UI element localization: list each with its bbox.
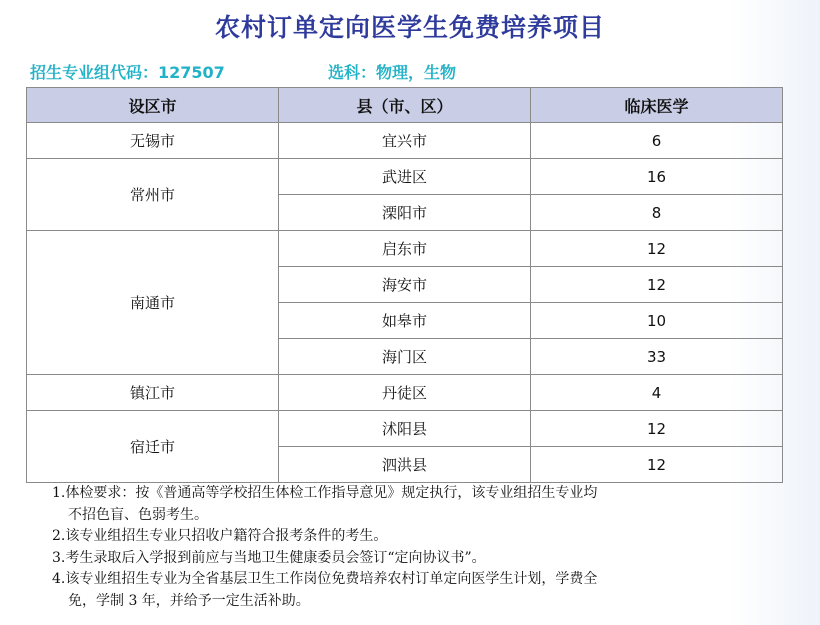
note-1-continued: 不招色盲、色弱考生。 (68, 506, 208, 523)
major-group-code: 招生专业组代码：127507 (30, 63, 225, 82)
note-4: 4.该专业组招生专业为全省基层卫生工作岗位免费培养农村订单定向医学生计划，学费全 (52, 571, 598, 587)
note-4-continued: 免，学制 3 年，并给予一定生活补助。 (68, 592, 310, 609)
county-cell: 海门区 (279, 339, 531, 375)
table-row (27, 123, 783, 159)
table-row (27, 231, 783, 267)
note-2: 2.该专业组招生专业只招收户籍符合报考条件的考生。 (52, 528, 388, 544)
count-cell: 6 (531, 123, 783, 159)
count-cell: 12 (531, 231, 783, 267)
note-3: 3.考生录取后入学报到前应与当地卫生健康委员会签订“定向协议书”。 (52, 549, 486, 566)
city-cell: 宿迁市 (27, 411, 279, 483)
note-1: 1.体检要求：按《普通高等学校招生体检工作指导意见》规定执行，该专业组招生专业均 (52, 485, 598, 501)
city-cell: 无锡市 (27, 123, 279, 159)
table-header-row (27, 88, 783, 123)
city-cell: 常州市 (27, 159, 279, 231)
count-cell: 8 (531, 195, 783, 231)
county-cell: 沭阳县 (279, 411, 531, 447)
table-row (27, 159, 783, 195)
table-row (27, 375, 783, 411)
county-cell: 如皋市 (279, 303, 531, 339)
count-cell: 10 (531, 303, 783, 339)
county-cell: 宜兴市 (279, 123, 531, 159)
notes-section (52, 483, 792, 612)
count-cell: 12 (531, 447, 783, 483)
county-cell: 海安市 (279, 267, 531, 303)
county-cell: 溧阳市 (279, 195, 531, 231)
county-cell: 武进区 (279, 159, 531, 195)
header-county: 县（市、区） (279, 88, 531, 123)
header-clinical-medicine: 临床医学 (531, 88, 783, 123)
count-cell: 4 (531, 375, 783, 411)
table-row (27, 411, 783, 447)
count-cell: 16 (531, 159, 783, 195)
subject-requirement: 选科：物理，生物 (328, 63, 457, 82)
page-title: 农村订单定向医学生免费培养项目 (214, 13, 605, 42)
enrollment-table (26, 87, 783, 483)
count-cell: 33 (531, 339, 783, 375)
county-cell: 丹徒区 (279, 375, 531, 411)
county-cell: 泗洪县 (279, 447, 531, 483)
county-cell: 启东市 (279, 231, 531, 267)
count-cell: 12 (531, 267, 783, 303)
count-cell: 12 (531, 411, 783, 447)
city-cell: 南通市 (27, 231, 279, 375)
header-city: 设区市 (27, 88, 279, 123)
city-cell: 镇江市 (27, 375, 279, 411)
